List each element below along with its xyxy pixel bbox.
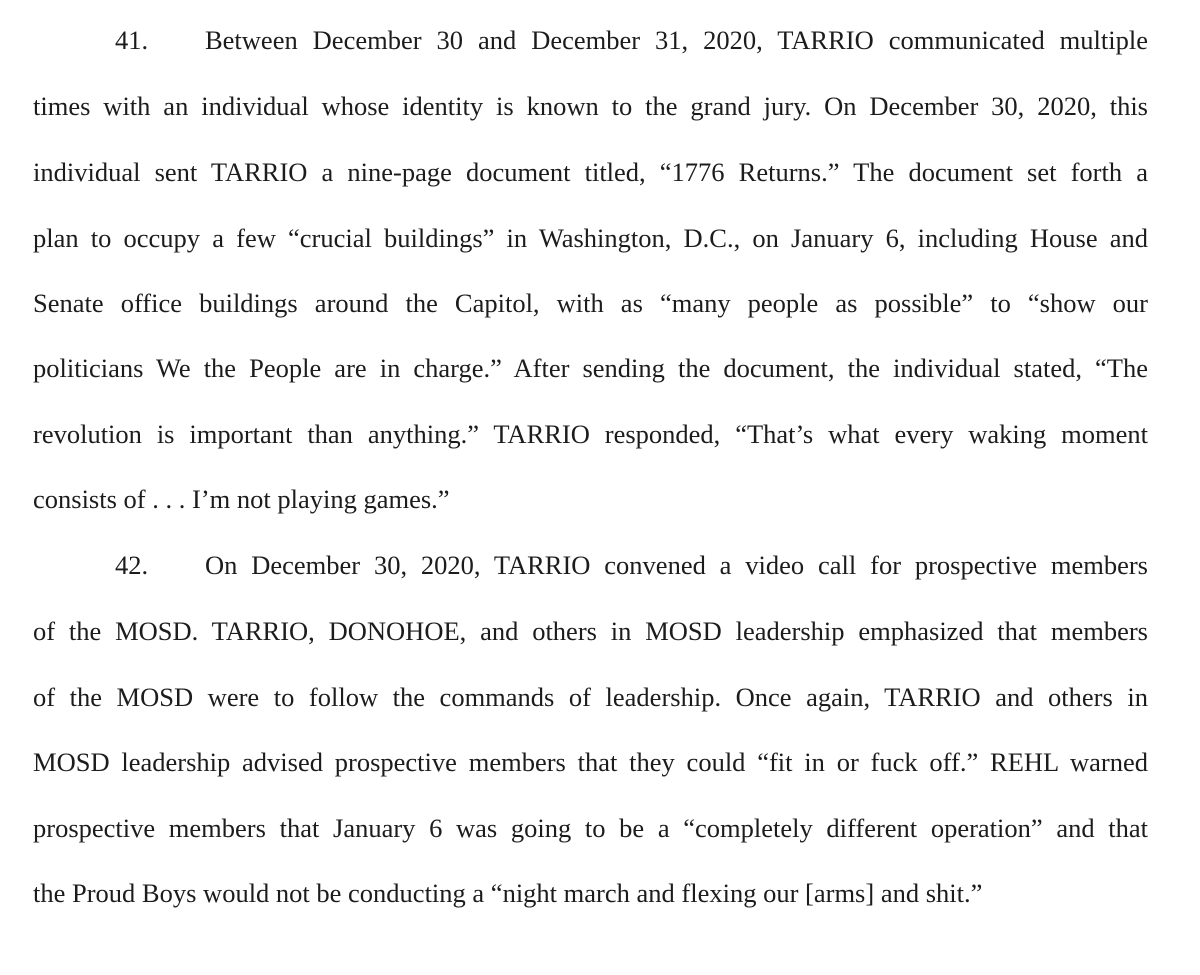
paragraph-line: On December 30, 2020, TARRIO convened a video call for prospective members: [205, 550, 1148, 580]
paragraph-line: prospective members that January 6 was going to be a “completely different operation” and that: [33, 813, 1148, 843]
paragraph-line: of the MOSD. TARRIO, DONOHOE, and others in MOSD leadership emphasized that members: [33, 616, 1148, 646]
paragraph-line: revolution is important than anything.” TARRIO responded, “That’s what every waking moment: [33, 419, 1148, 449]
paragraph-number: 41.: [115, 25, 149, 55]
paragraph-line: politicians We the People are in charge.” After sending the document, the individual stated, “The: [33, 353, 1148, 383]
paragraph-line: consists of . . . I’m not playing games.”: [33, 484, 450, 514]
paragraph-line: individual sent TARRIO a nine-page document titled, “1776 Returns.” The document set forth a: [33, 157, 1148, 187]
paragraph-line: plan to occupy a few “crucial buildings” in Washington, D.C., on January 6, including House and: [33, 223, 1148, 253]
paragraph-line: the Proud Boys would not be conducting a “night march and flexing our [arms] and shit.”: [33, 878, 983, 908]
paragraph-line: MOSD leadership advised prospective members that they could “fit in or fuck off.” REHL warned: [33, 747, 1148, 777]
paragraph-line: Between December 30 and December 31, 2020, TARRIO communicated multiple: [205, 25, 1148, 55]
paragraph-line: of the MOSD were to follow the commands of leadership. Once again, TARRIO and others in: [33, 682, 1148, 712]
paragraph-line: times with an individual whose identity is known to the grand jury. On December 30, 2020, this: [33, 91, 1148, 121]
paragraph-number: 42.: [115, 550, 149, 580]
paragraph-line: Senate office buildings around the Capitol, with as “many people as possible” to “show our: [33, 288, 1148, 318]
